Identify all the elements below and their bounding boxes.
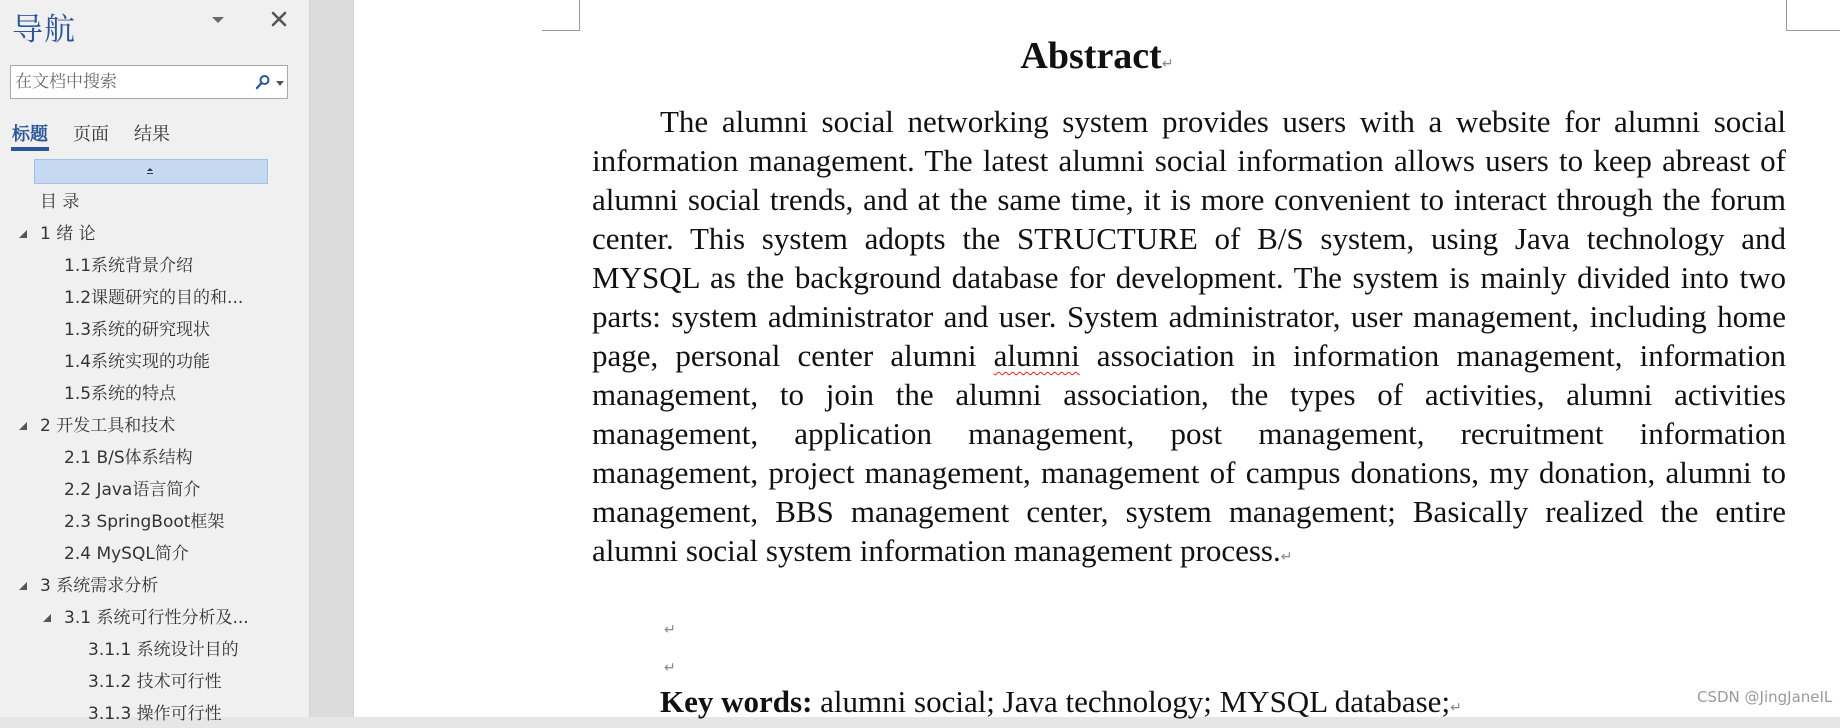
expanded-triangle-icon[interactable] (18, 229, 28, 239)
abstract-heading (354, 34, 1840, 78)
tab-headings[interactable]: 标题 (12, 124, 48, 145)
keywords-text: alumni social; Java technology; MYSQL database; (812, 684, 1451, 719)
tab-results[interactable]: 结果 (134, 124, 170, 145)
close-icon[interactable] (268, 8, 290, 30)
expanded-triangle-icon[interactable] (18, 581, 28, 591)
toc-item[interactable]: 2.4 MySQL简介 (64, 544, 189, 564)
paragraph-mark: ↵ (1161, 57, 1174, 72)
toc-item[interactable]: 2.2 Java语言简介 (64, 480, 201, 500)
search-input[interactable] (11, 66, 245, 98)
toc-item[interactable]: 1.3系统的研究现状 (64, 320, 211, 340)
misspelled-word[interactable]: alumni (993, 338, 1080, 373)
nav-title: 导航 (12, 12, 76, 48)
expanded-triangle-icon[interactable] (42, 613, 52, 623)
toc-item[interactable]: 3.1.2 技术可行性 (88, 672, 222, 692)
collapse-all-bar[interactable] (34, 159, 268, 184)
crop-mark-top-right (1786, 0, 1840, 32)
chevron-down-icon[interactable] (208, 10, 228, 30)
search-box (10, 65, 288, 99)
tab-pages[interactable]: 页面 (73, 124, 109, 145)
toc-item[interactable]: 1.5系统的特点 (64, 384, 177, 404)
empty-paragraph-mark: ↵ (664, 622, 676, 638)
toc-item[interactable]: 2 开发工具和技术 (40, 416, 176, 436)
toc-item[interactable]: 2.1 B/S体系结构 (64, 448, 193, 468)
keywords-label: Key words: (660, 684, 813, 719)
crop-mark-top-left (542, 0, 592, 32)
toc-item[interactable]: 2.3 SpringBoot框架 (64, 512, 225, 532)
abstract-paragraph[interactable] (592, 102, 1786, 577)
toc-item[interactable]: 3 系统需求分析 (40, 576, 159, 596)
toc-item[interactable]: 1 绪 论 (40, 224, 96, 244)
keywords-line[interactable] (660, 682, 1462, 728)
navigation-pane (0, 0, 310, 724)
toc-item[interactable]: 1.4系统实现的功能 (64, 352, 211, 372)
toc-item[interactable]: 1.1系统背景介绍 (64, 256, 194, 276)
toc-item[interactable]: 目 录 (40, 192, 80, 212)
toc-item[interactable]: 3.1 系统可行性分析及... (64, 608, 249, 628)
search-options-dropdown-icon[interactable] (275, 79, 285, 87)
toc-item[interactable]: 3.1.1 系统设计目的 (88, 640, 239, 660)
empty-paragraph-mark: ↵ (664, 660, 676, 676)
toc-item[interactable]: 3.1.3 操作可行性 (88, 704, 222, 724)
collapse-up-icon (145, 166, 155, 176)
active-tab-indicator (11, 147, 49, 151)
abstract-heading-text: Abstract (1020, 35, 1162, 77)
paragraph-mark: ↵ (1450, 701, 1462, 716)
toc-item[interactable]: 1.2课题研究的目的和... (64, 288, 244, 308)
abstract-text: The alumni social networking system provides users with a website for alumni social information management. The latest alumni social information allows users to keep abreast of alumni social trends, and at the same time, it is more convenient to interact through the forum center. This system adopts the STRUCTURE of B/S system, using Java technology and MYSQL as the background database for development. The system is mainly divided into two parts: system administrator and user. System administrator, user management, including home page, personal center alumni (592, 104, 1786, 373)
pane-splitter[interactable] (310, 0, 354, 717)
document-page (354, 0, 1840, 717)
paragraph-mark: ↵ (1280, 550, 1293, 565)
expanded-triangle-icon[interactable] (18, 421, 28, 431)
search-icon[interactable] (255, 74, 271, 90)
csdn-watermark: CSDN @JingJaneIL (1697, 688, 1833, 706)
abstract-text: association in information management, information management, to join the alumni association, the types of activities, alumni activities management, application management, post management, recruitment information management, project management, management of campus donations, my donation, alumni to management, BBS management center, system management; Basically realized the entire alumni social system information management process. (592, 338, 1786, 568)
